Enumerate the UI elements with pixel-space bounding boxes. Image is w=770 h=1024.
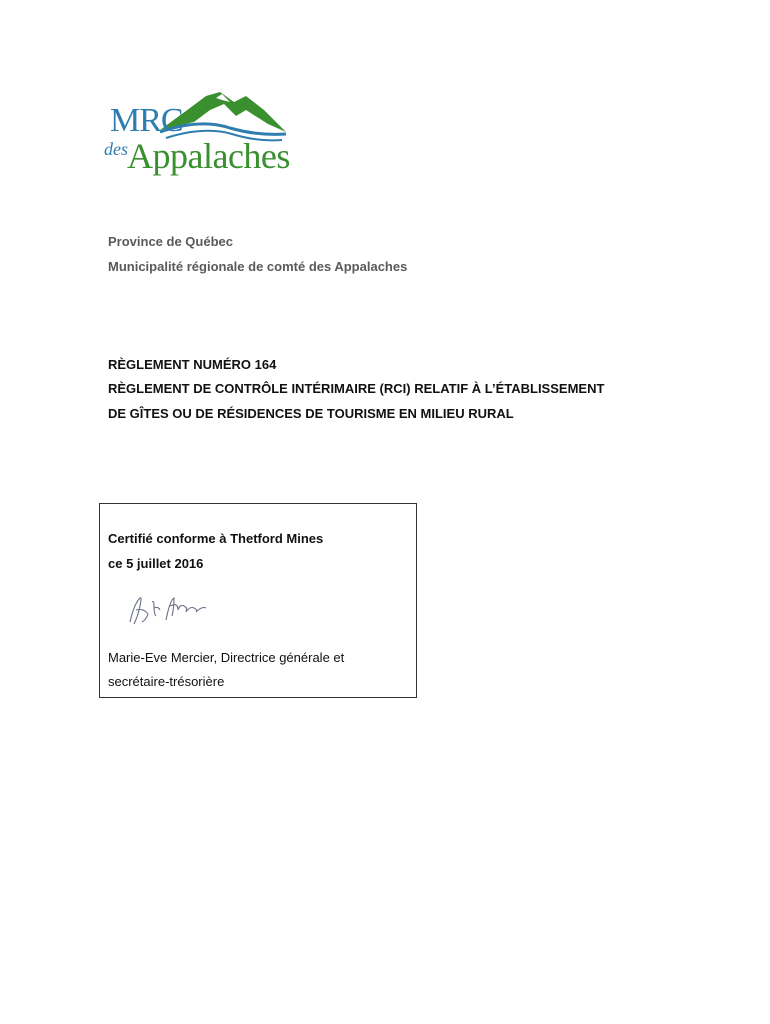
- logo-text-appalaches: Appalaches: [127, 136, 290, 176]
- certification-line-1: Certifié conforme à Thetford Mines: [108, 531, 324, 546]
- signer-title-continued: secrétaire-trésorière: [108, 674, 225, 689]
- regulation-number: RÈGLEMENT NUMÉRO 164: [108, 357, 277, 372]
- handwritten-signature: [124, 592, 216, 630]
- municipality-heading: Municipalité régionale de comté des Appalaches: [108, 259, 408, 274]
- regulation-title-line-2: DE GÎTES OU DE RÉSIDENCES DE TOURISME EN MILIEU RURAL: [108, 406, 514, 421]
- mrc-logo: [100, 88, 295, 188]
- province-heading: Province de Québec: [108, 234, 233, 249]
- signer-name-title: Marie-Eve Mercier, Directrice générale et: [108, 650, 345, 665]
- certification-box: [99, 503, 417, 698]
- regulation-title-line-1: RÈGLEMENT DE CONTRÔLE INTÉRIMAIRE (RCI) RELATIF À L’ÉTABLISSEMENT: [108, 381, 605, 396]
- logo-text-des: des: [104, 139, 128, 159]
- logo-text-mrc: MRC: [110, 102, 183, 139]
- certification-date: ce 5 juillet 2016: [108, 556, 204, 571]
